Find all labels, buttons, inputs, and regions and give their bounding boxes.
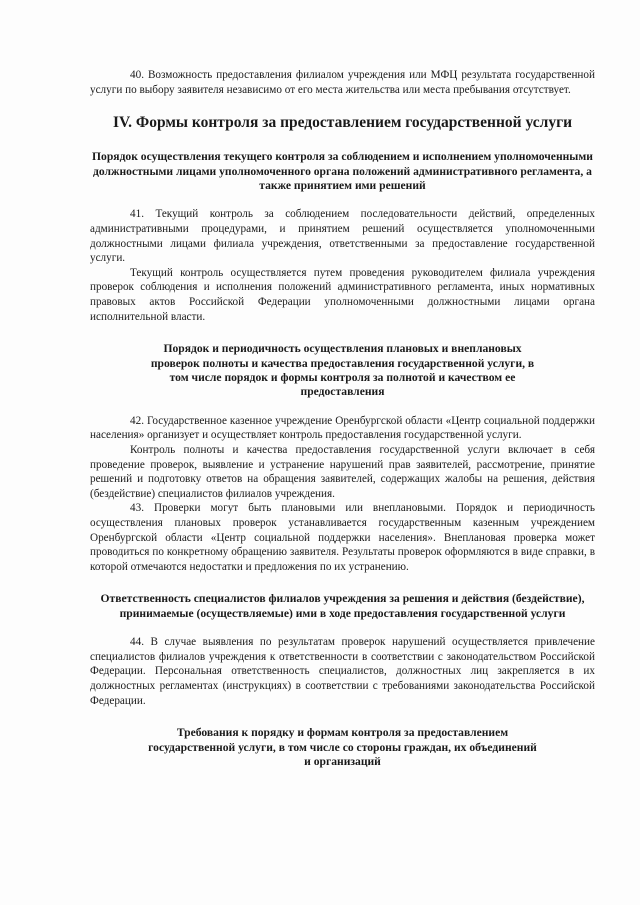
paragraph-41: 41. Текущий контроль за соблюдением последовательности действий, определенных административными процедурами, и принятием решений осуществляется уполномоченными должностными лицами филиала учреждения, ответственными за предоставление государственной услуги. bbox=[90, 208, 595, 265]
subheading-current-control: Порядок осуществления текущего контроля за соблюдением и исполнением уполномоченными должностными лицами уполномоченного органа положений административного регламента, а также принятием ими решений bbox=[92, 150, 593, 192]
paragraph-40: 40. Возможность предоставления филиалом учреждения или МФЦ результата государственной услуги по выбору заявителя независимо от его места жительства или места пребывания отсутствует. bbox=[90, 69, 595, 96]
document-body bbox=[90, 68, 595, 769]
paragraph-43: 43. Проверки могут быть плановыми или внеплановыми. Порядок и периодичность осуществления плановых проверок устанавливается государственным казенным учреждением Оренбургской области «Центр социальной поддержки населения». Внеплановая проверка может проводиться по конкретному обращению заявителя. Результаты проверок оформляются в виде справки, в которой отмечаются недостатки и предложения по их устранению. bbox=[90, 502, 595, 573]
section-title: IV. Формы контроля за предоставлением государственной услуги bbox=[112, 114, 573, 132]
subheading-control-requirements: Требования к порядку и формам контроля за предоставлением государственной услуги, в том числе со стороны граждан, их объединений и организаций bbox=[148, 726, 537, 768]
subheading-responsibility: Ответственность специалистов филиалов учреждения за решения и действия (бездействие), принимаемые (осуществляемые) ими в ходе предоставления государственной услуги bbox=[100, 592, 585, 620]
paragraph-41-continued: Текущий контроль осуществляется путем проведения руководителем филиала учреждения проверок соблюдения и исполнения положений административного регламента, иных нормативных правовых актов Российской Федерации уполномоченными должностными лицами органа исполнительной власти. bbox=[90, 266, 595, 323]
paragraph-42: 42. Государственное казенное учреждение Оренбургской области «Центр социальной поддержки населения» организует и осуществляет контроль предоставления государственной услуги. bbox=[90, 414, 595, 442]
paragraph-44: 44. В случае выявления по результатам проверок нарушений осуществляется привлечение специалистов филиалов учреждения к ответственности в соответствии с законодательством Российской Федерации. Персональная ответственность специалистов, должностных лиц закрепляется в их должностных регламентах (инструкциях) в соответствии с требованиями законодательства Российской Федерации. bbox=[90, 636, 595, 707]
subheading-inspections: Порядок и периодичность осуществления плановых и внеплановых проверок полноты и качества предоставления государственной услуги, в том числе порядок и формы контроля за полнотой и качеством ее предоставления bbox=[150, 342, 535, 399]
paragraph-42-continued: Контроль полноты и качества предоставления государственной услуги включает в себя проведение проверок, выявление и устранение нарушений прав заявителей, рассмотрение, принятие решений и подготовку ответов на обращения заявителей, содержащих жалобы на решения, действия (бездействие) специалистов филиалов учреждения. bbox=[90, 443, 595, 500]
